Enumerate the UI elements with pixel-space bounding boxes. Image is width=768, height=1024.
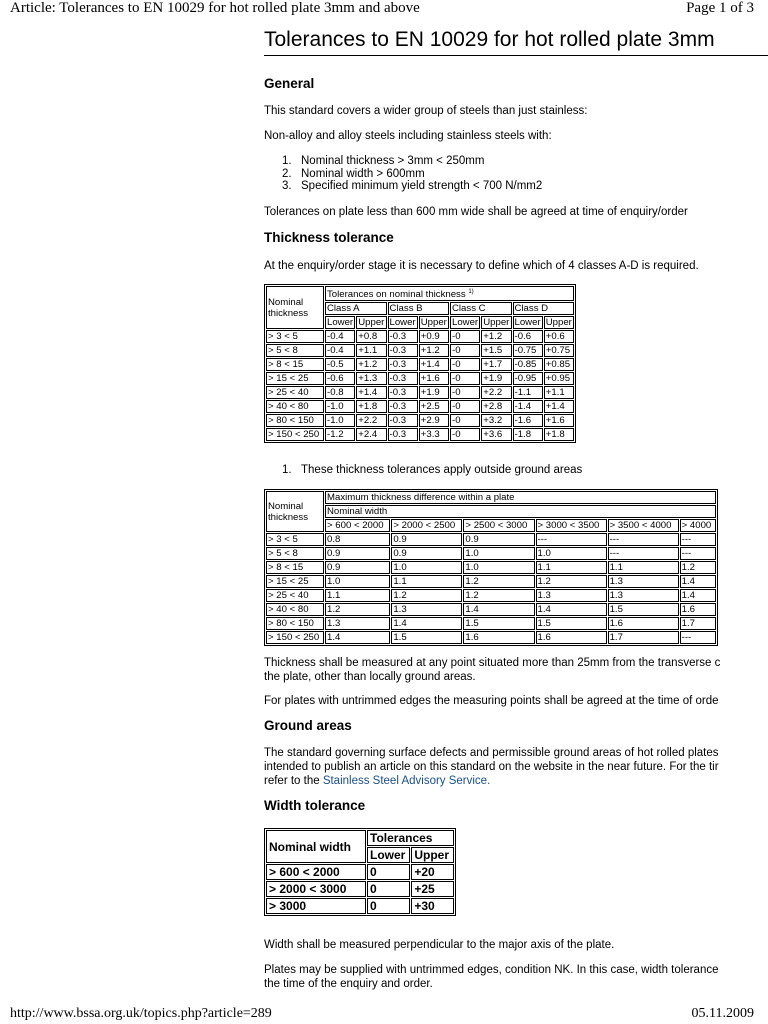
table-row <box>266 617 716 630</box>
table-cell: 1.4 <box>391 617 462 630</box>
table-cell: > 15 < 25 <box>266 372 324 385</box>
advisory-service-link[interactable]: Stainless Steel Advisory Service. <box>322 775 491 787</box>
table-sub-header: > 3500 < 4000 <box>608 519 679 532</box>
table-cell: -0.3 <box>388 428 418 441</box>
table-corner-header: Nominal width <box>266 830 366 863</box>
table-cell: +2.2 <box>481 386 511 399</box>
thickness-tolerance-table <box>264 284 576 443</box>
table-row <box>266 400 574 413</box>
table-cell: +1.9 <box>419 386 449 399</box>
table-cell: +3.3 <box>419 428 449 441</box>
table-cell: 1.2 <box>536 575 607 588</box>
ground-paragraph: The standard governing surface defects and permissible ground areas of hot rolled plates intended to publish an article on this standard on the website in the near future. For the tir refer to the Stainless Steel Advisory Service. <box>264 747 719 787</box>
table-cell: -1.0 <box>325 414 355 427</box>
table-cell: -0.3 <box>388 358 418 371</box>
table-cell: +30 <box>411 898 454 914</box>
table-corner-header: Nominal thickness <box>266 491 324 532</box>
print-footer-url: http://www.bssa.org.uk/topics.php?article=289 <box>10 1006 272 1021</box>
table-cell: +1.2 <box>481 330 511 343</box>
table-cell: +2.8 <box>481 400 511 413</box>
table-cell: --- <box>536 533 607 546</box>
table-cell: 1.2 <box>325 603 390 616</box>
table-cell: -0.6 <box>513 330 543 343</box>
requirements-list <box>264 155 542 193</box>
thickness-difference-table <box>264 489 718 646</box>
table-cell: -0.3 <box>388 400 418 413</box>
table-class-header: Class D <box>513 302 575 315</box>
table-cell: -0.3 <box>388 414 418 427</box>
table-cell: 1.1 <box>536 561 607 574</box>
table-cell: 1.2 <box>680 561 716 574</box>
table-cell: 1.4 <box>463 603 534 616</box>
general-paragraph-2: Non-alloy and alloy steels including stainless steels with: <box>264 130 552 142</box>
table-cell: -0.85 <box>513 358 543 371</box>
table-cell: 1.1 <box>391 575 462 588</box>
table-cell: -0.95 <box>513 372 543 385</box>
table-cell: --- <box>680 547 716 560</box>
table-cell: 1.5 <box>463 617 534 630</box>
list-text: Nominal width > 600mm <box>301 167 425 180</box>
table-cell: > 3 < 5 <box>266 330 324 343</box>
table-cell: +1.9 <box>481 372 511 385</box>
table-cell: -0 <box>450 330 480 343</box>
section-heading-width: Width tolerance <box>264 798 366 813</box>
list-text: Specified minimum yield strength < 700 N/mm2 <box>301 180 543 192</box>
table-cell: 1.2 <box>463 589 534 602</box>
section-heading-thickness: Thickness tolerance <box>264 230 394 245</box>
article-content <box>264 0 768 1000</box>
table-sub-header: > 2500 < 3000 <box>463 519 534 532</box>
table-cell: > 3000 <box>266 898 366 914</box>
table-cell: 1.3 <box>325 617 390 630</box>
table-sub-header: Lower <box>388 316 418 329</box>
table-cell: -1.4 <box>513 400 543 413</box>
table-cell: +0.9 <box>419 330 449 343</box>
table-cell: -0.6 <box>325 372 355 385</box>
table-row <box>266 881 454 897</box>
table-cell: +1.7 <box>481 358 511 371</box>
table-cell: +1.2 <box>356 358 386 371</box>
table-cell: +1.5 <box>481 344 511 357</box>
table-sub-header: Lower <box>513 316 543 329</box>
general-paragraph-3: Tolerances on plate less than 600 mm wide shall be agreed at time of enquiry/order <box>264 206 688 218</box>
table-sub-header: Upper <box>356 316 386 329</box>
list-number: 2. <box>282 167 292 180</box>
table-cell: -0 <box>450 386 480 399</box>
table-cell: 1.0 <box>463 547 534 560</box>
table-sub-header: > 600 < 2000 <box>325 519 390 532</box>
table-cell: 0 <box>367 898 410 914</box>
table-row <box>266 864 454 880</box>
width-paragraph-1: Width shall be measured perpendicular to the major axis of the plate. <box>264 939 615 951</box>
table-cell: 1.0 <box>463 561 534 574</box>
table-cell: 1.4 <box>680 589 716 602</box>
table-cell: +1.2 <box>419 344 449 357</box>
table-cell: +2.2 <box>356 414 386 427</box>
table-sub-header: > 3000 < 3500 <box>536 519 607 532</box>
table-cell: +0.75 <box>544 344 574 357</box>
table-row <box>266 603 716 616</box>
table-cell: +0.85 <box>544 358 574 371</box>
print-header-page: Page 1 of 3 <box>686 0 754 16</box>
table-cell: -0 <box>450 344 480 357</box>
table-cell: > 40 < 80 <box>266 400 324 413</box>
table-cell: > 8 < 15 <box>266 561 324 574</box>
table-cell: +1.1 <box>356 344 386 357</box>
table-cell: 1.3 <box>608 575 679 588</box>
table-cell: > 80 < 150 <box>266 617 324 630</box>
table-subgroup-header: Nominal width <box>325 505 716 518</box>
table-cell: -0 <box>450 400 480 413</box>
table-corner-header: Nominal thickness <box>266 286 324 329</box>
table-sub-header: Lower <box>325 316 355 329</box>
table-cell: 0 <box>367 881 410 897</box>
list-text: Nominal thickness > 3mm < 250mm <box>301 155 485 167</box>
table-cell: 1.5 <box>608 603 679 616</box>
width-paragraph-2: Plates may be supplied with untrimmed edges, condition NK. In this case, width tolerance the time of the enquiry and order. <box>264 964 719 990</box>
table-cell: 1.3 <box>608 589 679 602</box>
table-cell: +0.6 <box>544 330 574 343</box>
footnote-list <box>264 464 582 477</box>
table-cell: -0 <box>450 372 480 385</box>
table-row <box>266 631 716 644</box>
table-cell: 1.3 <box>391 603 462 616</box>
table-cell: -0 <box>450 428 480 441</box>
table-cell: +1.4 <box>544 400 574 413</box>
table-cell: 1.4 <box>536 603 607 616</box>
table-cell: -0.75 <box>513 344 543 357</box>
print-header-title: Article: Tolerances to EN 10029 for hot rolled plate 3mm and above <box>10 0 420 16</box>
table-cell: > 25 < 40 <box>266 386 324 399</box>
page-title: Tolerances to EN 10029 for hot rolled plate 3mm <box>264 28 768 56</box>
table-cell: +1.3 <box>356 372 386 385</box>
table-cell: 1.3 <box>536 589 607 602</box>
table-cell: -1.8 <box>513 428 543 441</box>
table-cell: 0.9 <box>325 561 390 574</box>
table-cell: 1.2 <box>391 589 462 602</box>
table-row <box>266 533 716 546</box>
list-item <box>264 464 582 477</box>
list-number: 1. <box>282 155 292 167</box>
table-cell: -0.3 <box>388 330 418 343</box>
table-row <box>266 358 574 371</box>
list-number: 3. <box>282 180 292 192</box>
table-cell: --- <box>680 631 716 644</box>
table-cell: +2.4 <box>356 428 386 441</box>
table-cell: 1.6 <box>680 603 716 616</box>
table-cell: 1.4 <box>325 631 390 644</box>
table-cell: 0.8 <box>325 533 390 546</box>
table-cell: 1.0 <box>536 547 607 560</box>
table-cell: 0.9 <box>391 533 462 546</box>
list-number: 1. <box>282 464 292 476</box>
list-item <box>264 180 542 193</box>
table-cell: > 600 < 2000 <box>266 864 366 880</box>
table-cell: +0.8 <box>356 330 386 343</box>
table-cell: +3.2 <box>481 414 511 427</box>
table-cell: +1.4 <box>419 358 449 371</box>
table-cell: 1.5 <box>391 631 462 644</box>
table-cell: 1.6 <box>608 617 679 630</box>
table-cell: 0 <box>367 864 410 880</box>
table-row <box>266 330 574 343</box>
table-cell: +1.8 <box>544 428 574 441</box>
table-cell: 1.2 <box>463 575 534 588</box>
table-cell: +2.5 <box>419 400 449 413</box>
table-cell: > 15 < 25 <box>266 575 324 588</box>
table-class-header: Class C <box>450 302 512 315</box>
table-sub-header: > 2000 < 2500 <box>391 519 462 532</box>
table-group-header: Maximum thickness difference within a plate <box>325 491 716 504</box>
table-cell: 1.5 <box>536 617 607 630</box>
table-row <box>266 414 574 427</box>
table-cell: > 150 < 250 <box>266 631 324 644</box>
table-cell: +2.9 <box>419 414 449 427</box>
table-sub-header: > 4000 <box>680 519 716 532</box>
table-cell: 1.7 <box>608 631 679 644</box>
table-cell: +1.6 <box>544 414 574 427</box>
table-cell: -0.4 <box>325 344 355 357</box>
table-cell: 1.1 <box>325 589 390 602</box>
table-cell: -0.3 <box>388 344 418 357</box>
list-text: These thickness tolerances apply outside ground areas <box>301 464 583 476</box>
list-item <box>264 155 542 168</box>
table-sub-header: Upper <box>544 316 574 329</box>
table-cell: -0 <box>450 358 480 371</box>
table-cell: 1.6 <box>536 631 607 644</box>
table-cell: --- <box>608 547 679 560</box>
table-cell: -1.0 <box>325 400 355 413</box>
table-row <box>266 589 716 602</box>
table-cell: -1.6 <box>513 414 543 427</box>
table-cell: +25 <box>411 881 454 897</box>
general-paragraph-1: This standard covers a wider group of steels than just stainless: <box>264 105 588 117</box>
table-cell: +20 <box>411 864 454 880</box>
table-sub-header: Upper <box>481 316 511 329</box>
table-group-header: Tolerances on nominal thickness $^{1)}$ <box>325 286 574 301</box>
table-cell: 1.1 <box>608 561 679 574</box>
table-cell: -1.2 <box>325 428 355 441</box>
table-cell: 0.9 <box>325 547 390 560</box>
thickness-paragraph-2: Thickness shall be measured at any point situated more than 25mm from the transverse c the plate, other than locally ground areas. <box>264 657 721 683</box>
table-row <box>266 561 716 574</box>
table-cell: 1.7 <box>680 617 716 630</box>
table-sub-header: Lower <box>450 316 480 329</box>
table-cell: 1.4 <box>680 575 716 588</box>
thickness-paragraph-1: At the enquiry/order stage it is necessary to define which of 4 classes A-D is required. <box>264 260 699 272</box>
table-cell: --- <box>608 533 679 546</box>
table-cell: +1.8 <box>356 400 386 413</box>
table-cell: +3.6 <box>481 428 511 441</box>
section-heading-general: General <box>264 76 315 91</box>
table-cell: -0.4 <box>325 330 355 343</box>
table-class-header: Class B <box>388 302 450 315</box>
table-cell: +0.95 <box>544 372 574 385</box>
table-cell: --- <box>680 533 716 546</box>
table-cell: -0.3 <box>388 386 418 399</box>
table-row <box>266 386 574 399</box>
table-group-header: Tolerances <box>367 830 454 846</box>
print-footer-date: 05.11.2009 <box>691 1006 754 1021</box>
table-cell: 0.9 <box>391 547 462 560</box>
table-cell: 1.0 <box>391 561 462 574</box>
table-cell: > 5 < 8 <box>266 344 324 357</box>
table-row <box>266 372 574 385</box>
thickness-paragraph-3: For plates with untrimmed edges the measuring points shall be agreed at the time of orde <box>264 695 719 707</box>
table-cell: > 150 < 250 <box>266 428 324 441</box>
table-row <box>266 575 716 588</box>
width-tolerance-table <box>264 828 456 916</box>
table-cell: > 2000 < 3000 <box>266 881 366 897</box>
table-row <box>266 344 574 357</box>
table-cell: -0.5 <box>325 358 355 371</box>
table-cell: > 40 < 80 <box>266 603 324 616</box>
table-cell: 0.9 <box>463 533 534 546</box>
table-sub-header: Upper <box>411 847 454 863</box>
table-cell: > 3 < 5 <box>266 533 324 546</box>
table-class-header: Class A <box>325 302 387 315</box>
table-row <box>266 898 454 914</box>
table-cell: > 80 < 150 <box>266 414 324 427</box>
table-cell: -1.1 <box>513 386 543 399</box>
table-cell: -0.8 <box>325 386 355 399</box>
table-sub-header: Upper <box>419 316 449 329</box>
table-cell: -0.3 <box>388 372 418 385</box>
table-cell: +1.6 <box>419 372 449 385</box>
table-cell: > 8 < 15 <box>266 358 324 371</box>
list-item <box>264 168 542 181</box>
table-cell: > 25 < 40 <box>266 589 324 602</box>
table-cell: +1.1 <box>544 386 574 399</box>
section-heading-ground: Ground areas <box>264 718 352 733</box>
table-cell: > 5 < 8 <box>266 547 324 560</box>
table-cell: 1.0 <box>325 575 390 588</box>
table-cell: -0 <box>450 414 480 427</box>
table-sub-header: Lower <box>367 847 410 863</box>
table-cell: 1.6 <box>463 631 534 644</box>
table-row <box>266 428 574 441</box>
table-row <box>266 547 716 560</box>
table-cell: +1.4 <box>356 386 386 399</box>
